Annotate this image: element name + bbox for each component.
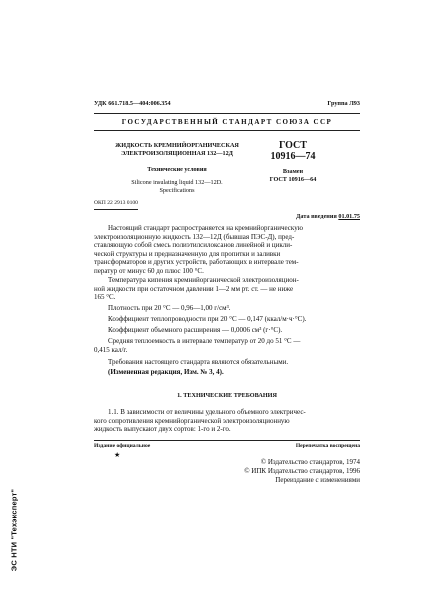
paragraph-boiling: [94, 276, 360, 302]
paragraph-heat-capacity: [94, 337, 360, 354]
side-stamp: [7, 465, 21, 595]
title-ru-line2: ЭЛЕКТРОИЗОЛЯЦИОННАЯ 132—12Д: [121, 150, 233, 157]
conductivity-line: Коэффициент теплопроводности при 20 °С — 0,147 (ккал/м·ч·°С).: [108, 315, 307, 323]
standard-banner: ГОСУДАРСТВЕННЫЙ СТАНДАРТ СОЮЗА ССР: [121, 118, 333, 126]
title-en-line1: Silicone insulating liquid 132—12D.: [131, 179, 223, 186]
text-line: Средняя теплоемкость в интервале температур от 20 до 51 °С —: [108, 337, 301, 345]
text-line: ставляющую собой смесь полиэтилсилоксанов линейной и цикли-: [94, 241, 293, 250]
gost-label: ГОСТ: [279, 140, 307, 151]
official-edition: Издание официальное: [94, 443, 151, 449]
text-line: жидкость выпускают двух сортов: 1-го и 2-го.: [94, 425, 231, 434]
star-icon: ★: [114, 451, 121, 459]
gost-number: 10916—74: [270, 151, 316, 162]
paragraph-item-1-1: [94, 408, 360, 434]
text-line: 165 °С.: [94, 293, 116, 302]
reprint-banned: Перепечатка воспрещена: [295, 443, 360, 449]
text-line: ператур от минус 60 до плюс 100 °С.: [94, 266, 204, 275]
header-rule-bottom: [94, 130, 360, 131]
revision-note: (Измененная редакция, Изм. № 3, 4).: [108, 368, 224, 376]
text-line: трансформаторов и других устройств, работающих в интервале тем-: [94, 258, 299, 267]
title-en-line2: Specifications: [159, 187, 195, 194]
group-code: Группа Л93: [327, 100, 360, 107]
text-line: 0,415 кал/г.: [94, 345, 128, 354]
side-stamp-text: ЭС НТИ "Техэксперт": [9, 488, 19, 572]
paragraph-scope: [94, 224, 360, 276]
replaces-label: Взамен: [282, 168, 304, 175]
text-line: Температура кипения кремнийорганической электроизоляцион-: [108, 276, 299, 284]
reissue-note: Переиздание с изменениями: [275, 476, 360, 484]
expansion-line: Коэффициент объемного расширения — 0,0006 см³ (г·°С).: [108, 326, 283, 334]
copyright-1974: © Издательство стандартов, 1974: [260, 458, 360, 466]
intro-date: [230, 213, 360, 221]
density-line: Плотность при 20 °С — 0,96—1,00 г/см³.: [108, 304, 231, 312]
footer-rule: [94, 440, 360, 441]
text-line: электроизоляционную жидкость 132—12Д (бывшая ПЭС-Д), пред-: [94, 232, 295, 241]
intro-date-label: Дата введения: [296, 213, 337, 220]
text-line: Настоящий стандарт распространяется на кремнийорганическую: [108, 224, 303, 232]
title-ru-line1: ЖИДКОСТЬ КРЕМНИЙОРГАНИЧЕСКАЯ: [115, 142, 239, 149]
text-line: ческой структуры и предназначенную для пропитки и заливки: [94, 249, 281, 258]
intro-date-value: 01.01.75: [338, 213, 360, 220]
subtitle-ru: Технические условия: [147, 166, 207, 173]
header-rule-top: [94, 113, 360, 114]
text-line: ной жидкости при остаточном давлении 1—2 мм рт. ст. — не ниже: [94, 284, 294, 293]
section-title: 1. ТЕХНИЧЕСКИЕ ТРЕБОВАНИЯ: [177, 392, 277, 399]
text-line: 1.1. В зависимости от величины удельного объемного электричес-: [108, 408, 306, 416]
okp-code: ОКП 22 2913 0100: [94, 200, 138, 210]
replaces-value: ГОСТ 10916—64: [269, 176, 317, 183]
text-line: кого сопротивления кремнийорганической электроизоляционную: [94, 416, 290, 425]
copyright-1996: © ИПК Издательство стандартов, 1996: [244, 467, 360, 475]
mandatory-line: Требования настоящего стандарта являются обязательными.: [108, 358, 289, 366]
udk-code: УДК 661.718.5—404:006.354: [94, 100, 171, 107]
